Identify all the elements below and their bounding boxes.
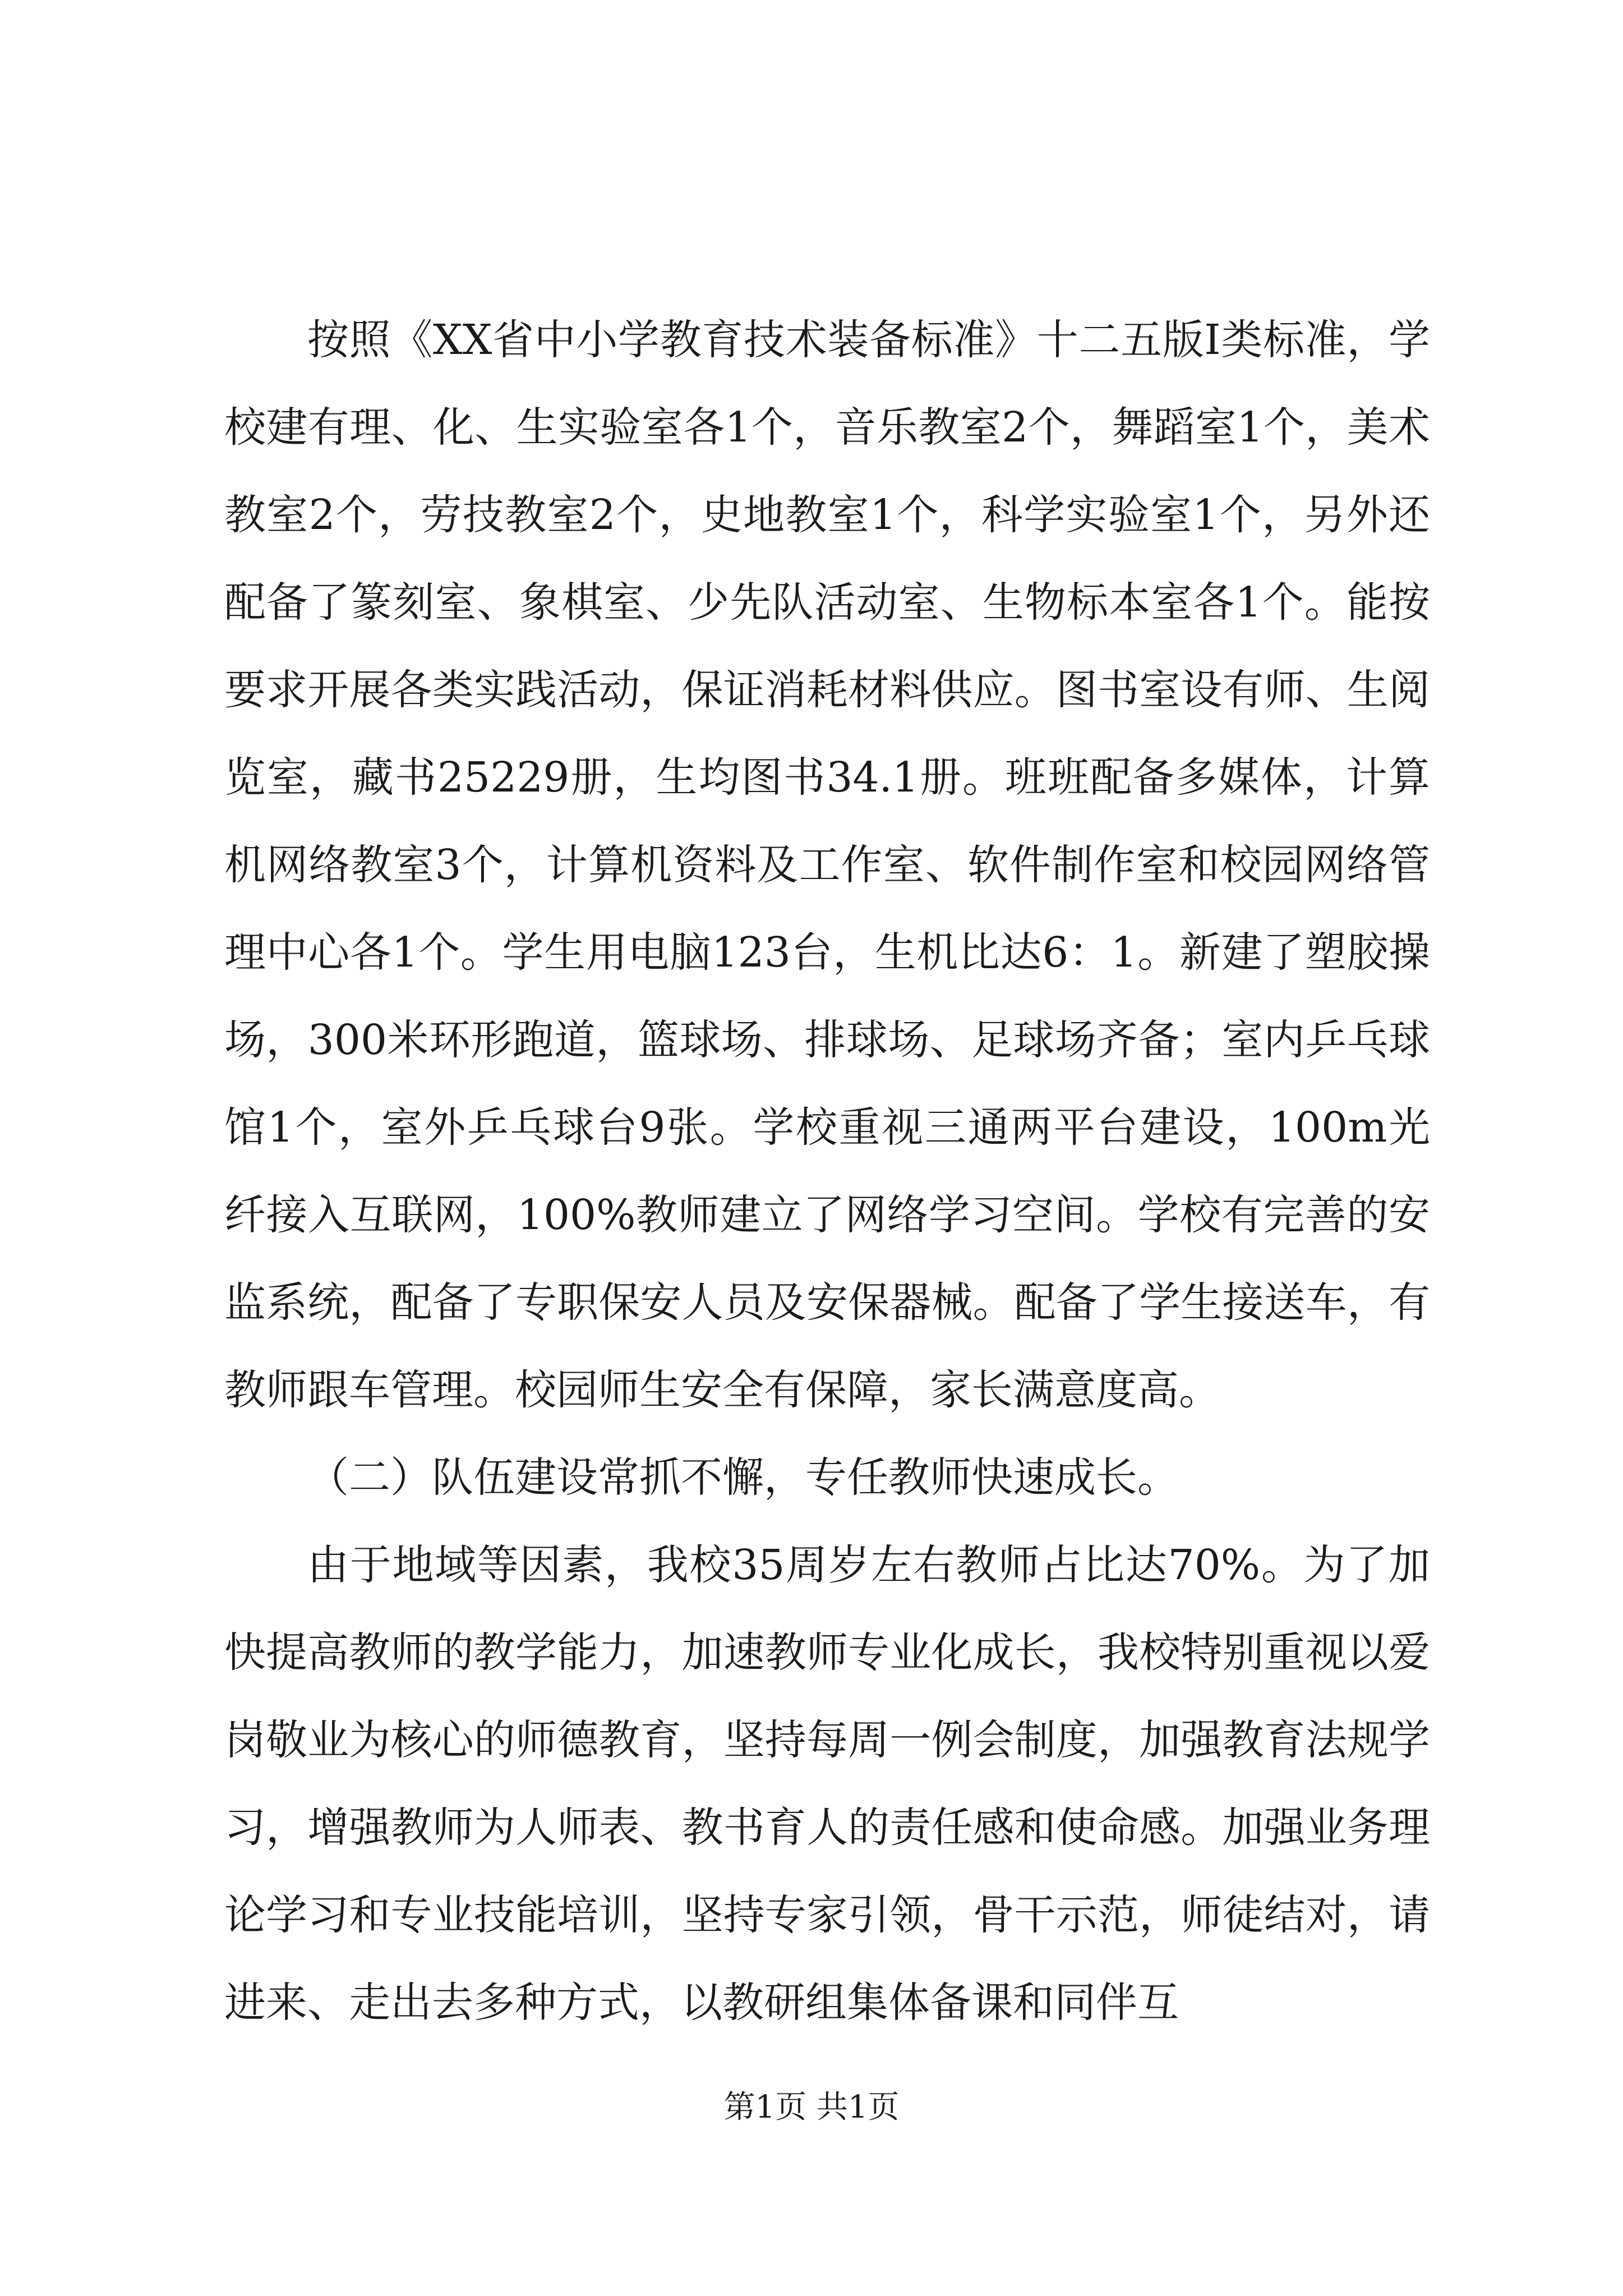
paragraph-teachers: 由于地域等因素，我校35周岁左右教师占比达70%。为了加快提高教师的教学能力，加速教师专业化成长，我校特别重视以爱岗敬业为核心的师德教育，坚持每周一例会制度，加强教育法规学习，增强教师为人师表、教书育人的责任感和使命感。加强业务理论学习和专业技能培训，坚持专家引领，骨干示范，师徒结对，请进来、走出去多种方式，以教研组集体备课和同伴互 (224, 1541, 1430, 2027)
section-heading: （二）队伍建设常抓不懈，专任教师快速成长。 (307, 1453, 1179, 1502)
document-body (224, 296, 1430, 2046)
paragraph-facilities: 按照《XX省中小学教育技术装备标准》十二五版Ⅰ类标准，学校建有理、化、生实验室各1个，音乐教室2个，舞蹈室1个，美术教室2个，劳技教室2个，史地教室1个，科学实验室1个，另外还配备了篆刻室、象棋室、少先队活动室、生物标本室各1个。能按要求开展各类实践活动，保证消耗材料供应。图书室设有师、生阅览室，藏书25229册，生均图书34.1册。班班配备多媒体，计算机网络教室3个，计算机资料及工作室、软件制作室和校园网络管理中心各1个。学生用电脑123台，生机比达6：1。新建了塑胶操场，300米环形跑道，篮球场、排球场、足球场齐备；室内乒乓球馆1个，室外乒乓球台9张。学校重视三通两平台建设，100m光纤接入互联网，100%教师建立了网络学习空间。学校有完善的安监系统，配备了专职保安人员及安保器械。配备了学生接送车，有教师跟车管理。校园师生安全有保障，家长满意度高。 (224, 316, 1430, 1414)
page-footer: 第1页 共1页 (723, 2089, 900, 2125)
